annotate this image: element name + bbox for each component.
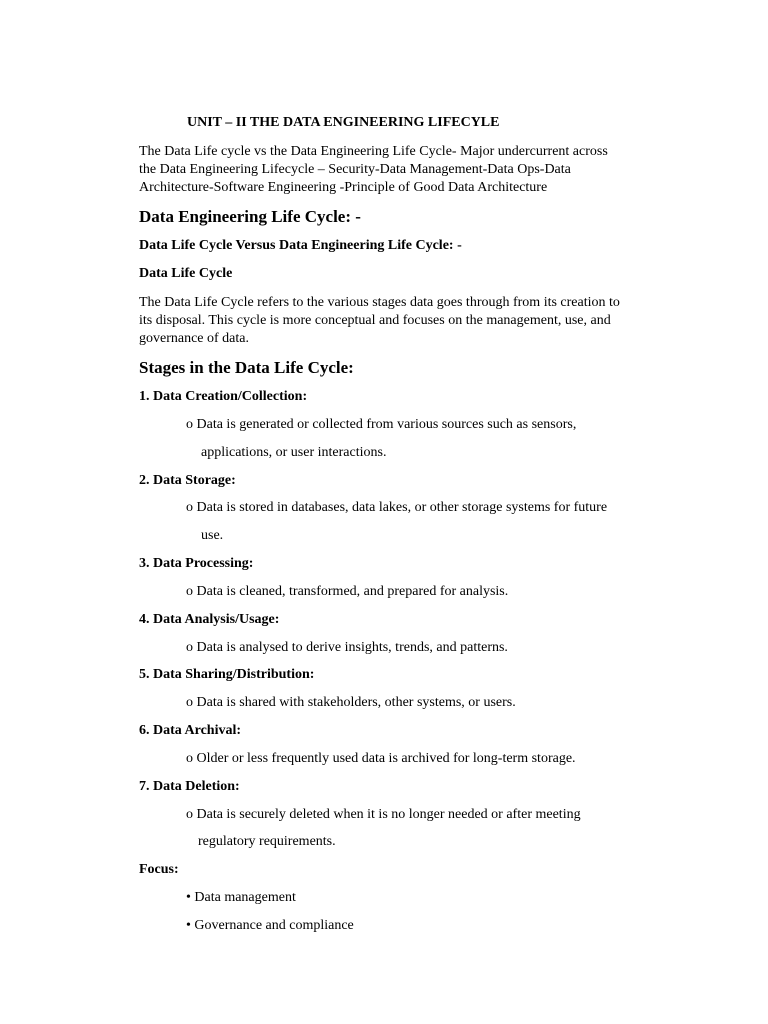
stage-title: 7. Data Deletion: — [139, 779, 240, 794]
heading-data-life-cycle: Data Life Cycle — [139, 266, 233, 281]
stage-bullet-continuation: applications, or user interactions. — [201, 445, 387, 460]
intro-line: Architecture-Software Engineering -Principle of Good Data Architecture — [139, 180, 548, 195]
stage-bullet-line: o Data is securely deleted when it is no longer needed or after meeting — [186, 807, 581, 822]
heading-versus: Data Life Cycle Versus Data Engineering Life Cycle: - — [139, 238, 462, 253]
stage-title: 6. Data Archival: — [139, 723, 242, 738]
unit-title: UNIT – II THE DATA ENGINEERING LIFECYLE — [187, 115, 500, 130]
stage-title: 2. Data Storage: — [139, 473, 236, 488]
stage-bullet-line: o Data is shared with stakeholders, other systems, or users. — [186, 695, 516, 710]
heading-stages: Stages in the Data Life Cycle: — [139, 358, 354, 377]
focus-item: • Governance and compliance — [186, 918, 354, 933]
stage-bullet-line: o Data is cleaned, transformed, and prepared for analysis. — [186, 584, 509, 599]
definition-line: The Data Life Cycle refers to the various stages data goes through from its creation to — [139, 295, 620, 310]
heading-data-engineering-life-cycle: Data Engineering Life Cycle: - — [139, 207, 361, 226]
stage-title: 3. Data Processing: — [139, 556, 254, 571]
definition-line: its disposal. This cycle is more conceptual and focuses on the management, use, and — [139, 313, 611, 328]
stage-bullet-continuation: use. — [201, 528, 224, 543]
stage-title: 4. Data Analysis/Usage: — [139, 612, 280, 627]
stage-bullet-line: o Data is stored in databases, data lakes, or other storage systems for future — [186, 500, 608, 515]
definition-line: governance of data. — [139, 331, 249, 346]
focus-label: Focus: — [139, 862, 179, 877]
stage-bullet-continuation: regulatory requirements. — [198, 834, 336, 849]
stage-bullet-line: o Data is generated or collected from various sources such as sensors, — [186, 417, 577, 432]
stage-title: 5. Data Sharing/Distribution: — [139, 667, 315, 682]
intro-line: The Data Life cycle vs the Data Engineering Life Cycle- Major undercurrent across — [139, 144, 608, 159]
intro-paragraph — [139, 143, 689, 197]
stage-bullet-line: o Data is analysed to derive insights, trends, and patterns. — [186, 640, 508, 655]
focus-item: • Data management — [186, 890, 296, 905]
definition-paragraph — [139, 294, 689, 348]
stage-bullet-line: o Older or less frequently used data is archived for long-term storage. — [186, 751, 576, 766]
stage-title: 1. Data Creation/Collection: — [139, 389, 308, 404]
intro-line: the Data Engineering Lifecycle – Security-Data Management-Data Ops-Data — [139, 162, 571, 177]
